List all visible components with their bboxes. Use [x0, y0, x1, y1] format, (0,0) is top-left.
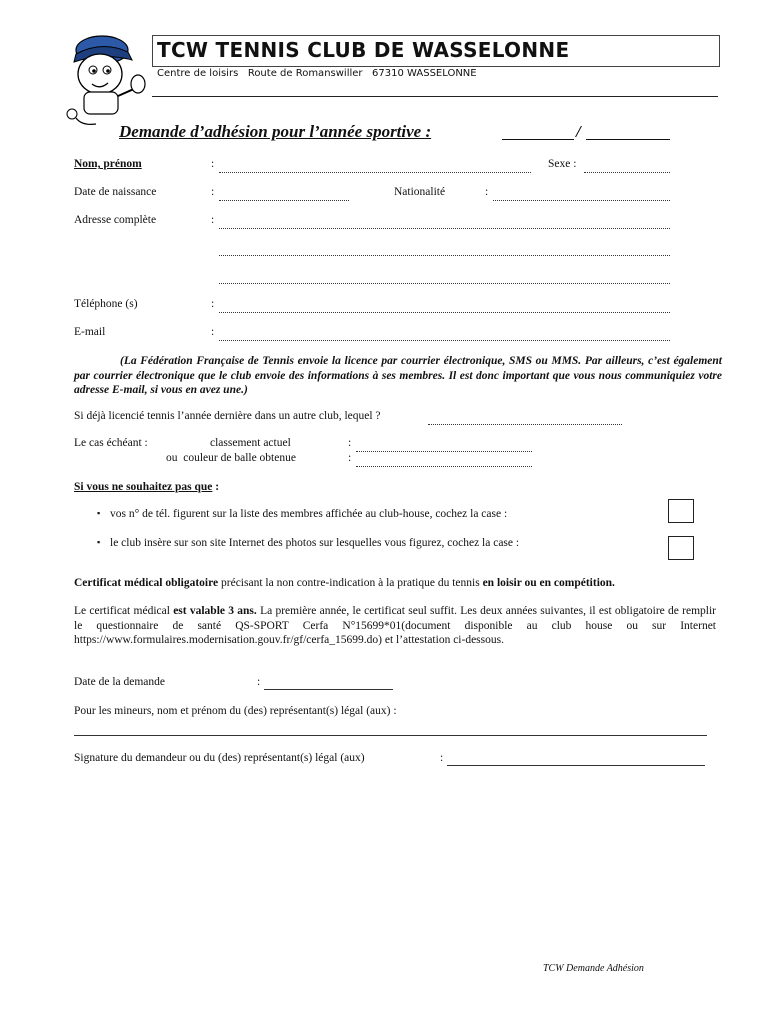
input-email[interactable] — [219, 328, 670, 341]
title-slash: / — [576, 122, 581, 141]
checkbox-phone-list[interactable] — [668, 499, 694, 523]
label-date-demande: Date de la demande — [74, 676, 165, 688]
label-telephone: Téléphone (s) — [74, 298, 138, 310]
input-classement[interactable] — [356, 439, 532, 452]
title-year-blank-2 — [586, 139, 670, 140]
colon: : — [211, 186, 215, 198]
label-email: E-mail — [74, 326, 106, 338]
input-autre-club[interactable] — [428, 412, 622, 425]
input-telephone[interactable] — [219, 300, 670, 313]
certificat-p2-bold: est valable 3 ans. — [173, 605, 257, 617]
label-licence-question: Si déjà licencié tennis l’année dernière dans un autre club, lequel ? — [74, 410, 381, 422]
label-mineurs: Pour les mineurs, nom et prénom du (des) représentant(s) légal (aux) : — [74, 705, 397, 717]
page-title: Demande d’adhésion pour l’année sportive : — [119, 122, 432, 141]
certificat-paragraph-1 — [74, 577, 722, 589]
club-logo — [62, 30, 146, 130]
input-sexe[interactable] — [584, 160, 670, 173]
label-classement: classement actuel — [210, 437, 291, 449]
input-nom[interactable] — [219, 160, 531, 173]
label-adresse: Adresse complète — [74, 214, 157, 226]
certificat-mid: précisant la non contre-indication à la pratique du tennis — [218, 577, 483, 589]
label-sexe: Sexe : — [548, 158, 577, 170]
header-rule — [152, 96, 718, 97]
input-date-naissance[interactable] — [219, 188, 349, 201]
bullet: ▪ — [97, 508, 101, 518]
title-year-blank-1 — [502, 139, 574, 140]
opt-out-phone-text: vos n° de tél. figurent sur la liste des membres affichée au club-house, cochez la case : — [110, 508, 508, 520]
input-date-demande[interactable] — [264, 677, 393, 690]
colon: : — [211, 326, 215, 338]
certificat-paragraph-2 — [74, 604, 716, 648]
certificat-p2-a: Le certificat médical — [74, 605, 174, 617]
email-note: (La Fédération Française de Tennis envoie la licence par courrier électronique, SMS ou MMS. Par ailleurs, c’est également par courrier électronique que le club envoie des informations à ses membres. Il est donc important que vous nous communiquiez votre adresse E-mail, si vous en avez une.) — [74, 355, 722, 396]
opt-out-heading-colon: : — [212, 481, 220, 493]
opt-out-heading-text: Si vous ne souhaitez pas que — [74, 481, 213, 493]
label-date-naissance: Date de naissance — [74, 186, 157, 198]
label-couleur-balle: ou couleur de balle obtenue — [166, 452, 296, 464]
opt-out-heading — [74, 481, 219, 493]
input-signature[interactable] — [447, 753, 705, 766]
input-nationalite[interactable] — [493, 188, 670, 201]
label-nationalite: Nationalité — [394, 186, 446, 198]
certificat-p2-b: La première année, le certificat seul suffit. Les deux années suivantes, il est obligatoire de remplir le questionnaire de santé QS-SPORT Cerfa N°15699*01(document disponible au club house ou sur Internet https://www.formulaires.modernisation.gouv.fr/gf/cerfa_15699.do) et l’attestation ci-dessous. — [74, 605, 716, 646]
input-adresse-3[interactable] — [219, 271, 670, 284]
colon: : — [348, 452, 352, 464]
colon: : — [485, 186, 489, 198]
label-nom: Nom, prénom — [74, 158, 142, 170]
label-signature: Signature du demandeur ou du (des) représentant(s) légal (aux) — [74, 752, 365, 764]
opt-out-photo-text: le club insère sur son site Internet des photos sur lesquelles vous figurez, cochez la case : — [110, 537, 520, 549]
certificat-end: en loisir ou en compétition. — [482, 577, 615, 589]
club-name: TCW TENNIS CLUB DE WASSELONNE — [157, 38, 570, 62]
input-couleur-balle[interactable] — [356, 454, 532, 467]
club-address: Centre de loisirs Route de Romanswiller 67310 WASSELONNE — [157, 68, 477, 79]
colon: : — [211, 298, 215, 310]
certificat-bold: Certificat médical obligatoire — [74, 577, 219, 589]
label-cas-echeant: Le cas échéant : — [74, 437, 148, 449]
bullet: ▪ — [97, 537, 101, 547]
colon: : — [211, 158, 215, 170]
input-representant[interactable] — [74, 723, 707, 736]
colon: : — [211, 214, 215, 226]
checkbox-photos[interactable] — [668, 536, 694, 560]
colon: : — [348, 437, 352, 449]
colon: : — [257, 676, 261, 688]
colon: : — [440, 752, 444, 764]
input-adresse-2[interactable] — [219, 243, 670, 256]
input-adresse-1[interactable] — [219, 216, 670, 229]
footer-label: TCW Demande Adhésion — [543, 963, 644, 974]
